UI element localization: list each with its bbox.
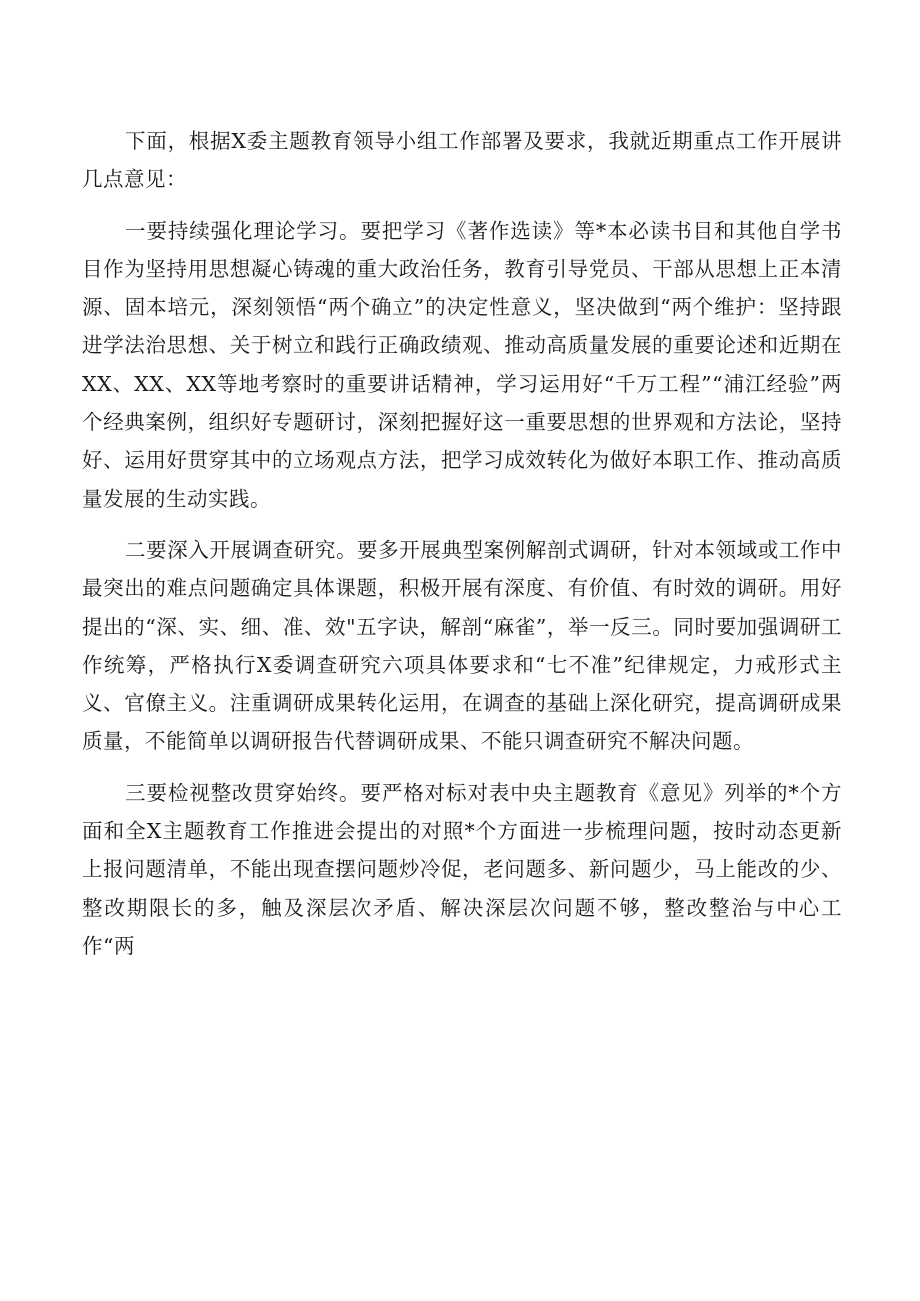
document-body bbox=[82, 122, 842, 965]
paragraph-theory-study: 一要持续强化理论学习。要把学习《著作选读》等*本必读书目和其他自学书目作为坚持用思想凝心铸魂的重大政治任务，教育引导党员、干部从思想上正本清源、固本培元，深刻领悟“两个确立”的决定性意义，坚决做到“两个维护：坚持跟进学法治思想、关于树立和践行正确政绩观、推动高质量发展的重要论述和近期在XX、XX、XX等地考察时的重要讲话精神，学习运用好“千万工程”“浦江经验”两个经典案例，组织好专题研讨，深刻把握好这一重要思想的世界观和方法论，坚持好、运用好贯穿其中的立场观点方法，把学习成效转化为做好本职工作、推动高质量发展的生动实践。 bbox=[82, 218, 842, 511]
paragraph-intro: 下面，根据X委主题教育领导小组工作部署及要求，我就近期重点工作开展讲几点意见： bbox=[82, 129, 842, 192]
paragraph-rectification: 三要检视整改贯穿始终。要严格对标对表中央主题教育《意见》列举的*个方面和全X主题教育工作推进会提出的对照*个方面进一步梳理问题，按时动态更新上报问题清单，不能出现查摆问题炒冷促，老问题多、新问题少，马上能改的少、整改期限长的多，触及深层次矛盾、解决深层次问题不够，整改整治与中心工作“两 bbox=[82, 780, 842, 958]
paragraph-investigation-research: 二要深入开展调查研究。要多开展典型案例解剖式调研，针对本领域或工作中最突出的难点问题确定具体课题，积极开展有深度、有价值、有时效的调研。用好提出的“深、实、细、准、效"五字诀，解剖“麻雀”，举一反三。同时要加强调研工作统筹，严格执行X委调查研究六项具体要求和“七不准”纪律规定，力戒形式主义、官僚主义。注重调研成果转化运用，在调查的基础上深化研究，提高调研成果质量，不能简单以调研报告代替调研成果、不能只调查研究不解决问题。 bbox=[82, 537, 842, 754]
